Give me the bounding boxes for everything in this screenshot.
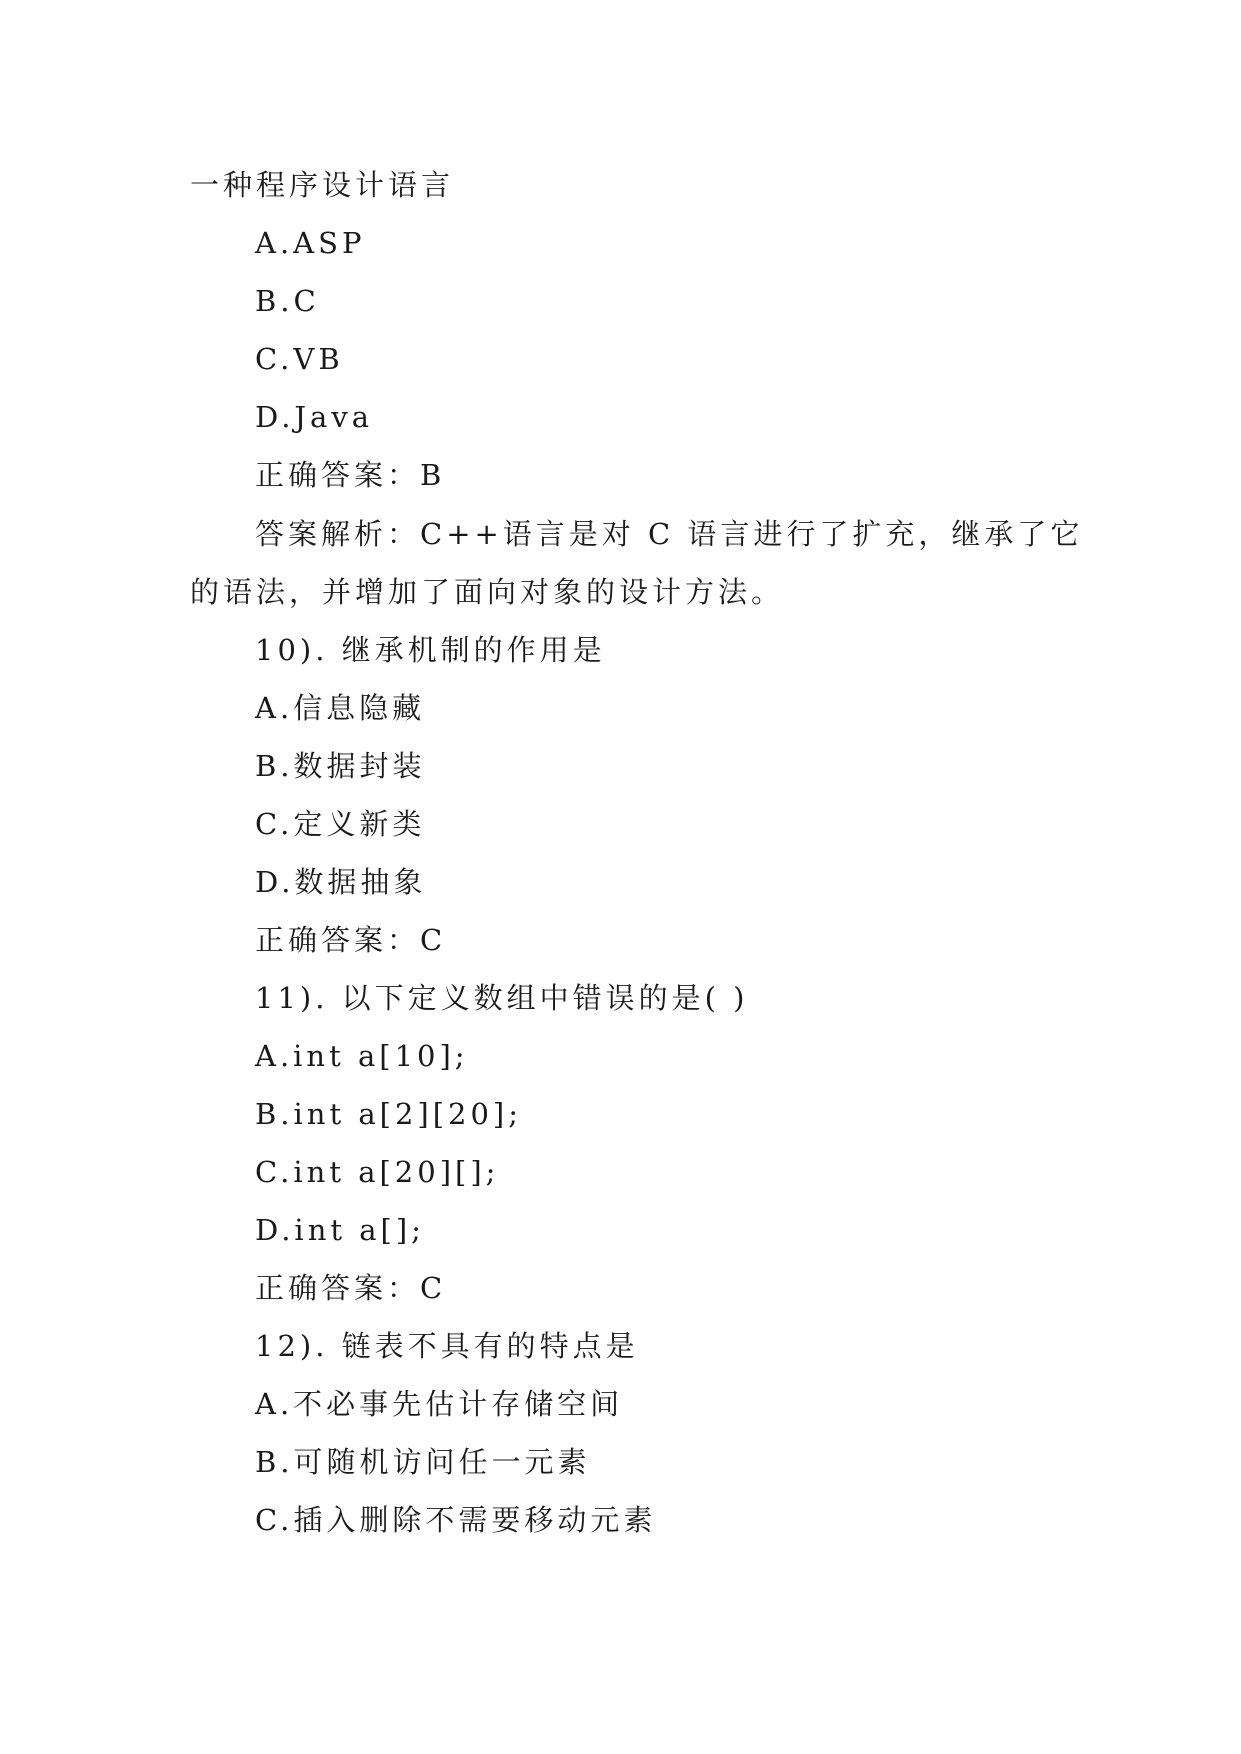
option-b: B.int a[2][20];: [255, 1097, 523, 1131]
correct-answer: 正确答案：C: [255, 923, 447, 957]
option-c: C.VB: [255, 342, 344, 376]
option-d: D.数据抽象: [255, 865, 427, 899]
correct-answer: 正确答案：B: [255, 458, 446, 492]
option-c: C.定义新类: [255, 807, 426, 841]
option-c: C.插入删除不需要移动元素: [255, 1503, 657, 1537]
option-a: A.ASP: [255, 226, 366, 260]
option-b: B.C: [255, 284, 320, 318]
option-d: D.Java: [255, 400, 374, 434]
option-c: C.int a[20][];: [255, 1155, 500, 1189]
option-a: A.int a[10];: [255, 1039, 469, 1073]
text-line: 一种程序设计语言: [190, 168, 455, 202]
question-12: 12). 链表不具有的特点是: [255, 1329, 639, 1363]
option-a: A.不必事先估计存储空间: [255, 1387, 624, 1421]
answer-explanation-continued: 的语法，并增加了面向对象的设计方法。: [190, 575, 785, 609]
question-11: 11). 以下定义数组中错误的是( ): [255, 981, 749, 1015]
option-b: B.数据封装: [255, 749, 426, 783]
option-b: B.可随机访问任一元素: [255, 1445, 591, 1479]
correct-answer: 正确答案：C: [255, 1271, 447, 1305]
option-d: D.int a[];: [255, 1213, 425, 1247]
option-a: A.信息隐藏: [255, 691, 426, 725]
answer-explanation: 答案解析：C++语言是对 C 语言进行了扩充，继承了它: [255, 517, 1084, 551]
question-10: 10). 继承机制的作用是: [255, 633, 606, 667]
